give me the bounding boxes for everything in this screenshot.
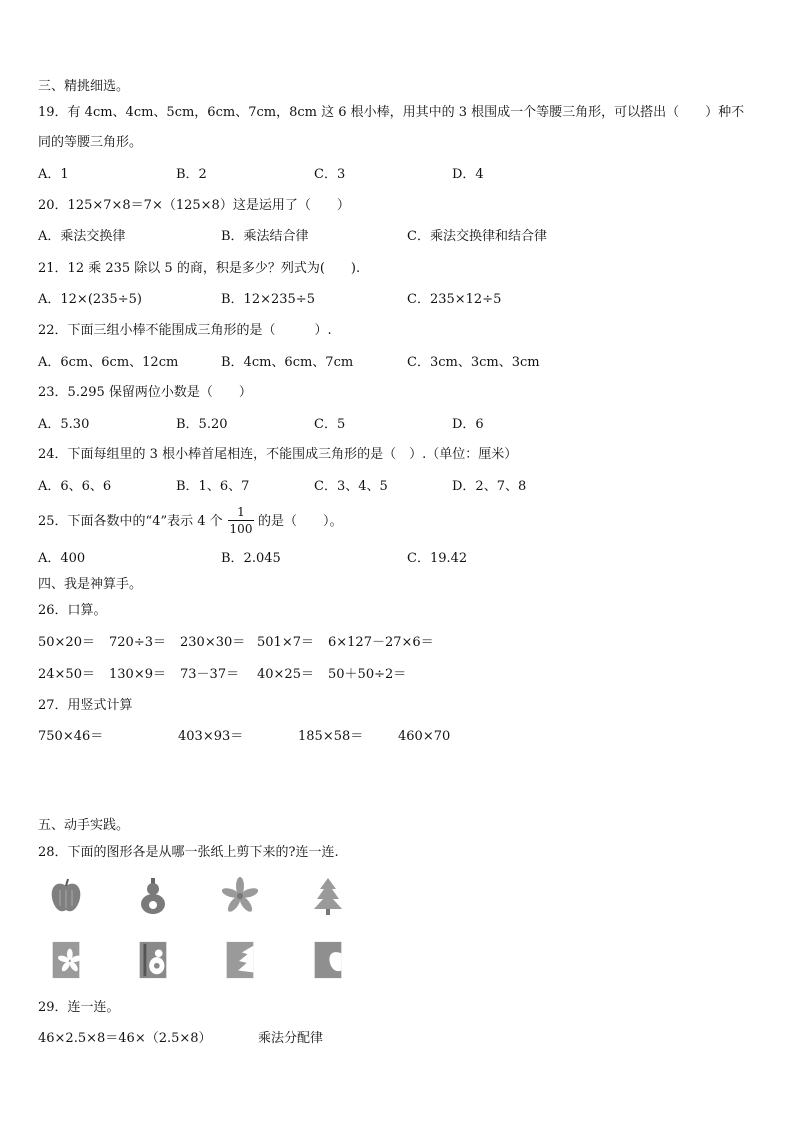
q22-option-a: A．6cm、6cm、12cm bbox=[38, 355, 179, 370]
q23-stem: 23．5.295 保留两位小数是（ ） bbox=[38, 385, 252, 400]
q26-title: 26．口算。 bbox=[38, 603, 107, 618]
q26-row2-item5: 50＋50÷2＝ bbox=[328, 667, 407, 682]
q21-option-b: B．12×235÷5 bbox=[221, 292, 315, 307]
flower-shape-icon bbox=[222, 876, 258, 916]
q27-title: 27．用竖式计算 bbox=[38, 698, 133, 713]
q26-row2-item4: 40×25＝ bbox=[257, 667, 314, 682]
q25-option-c: C．19.42 bbox=[407, 551, 468, 566]
q27-item3: 185×58＝ bbox=[298, 729, 364, 744]
paper-with-gourd-cutout-icon bbox=[135, 940, 171, 980]
q19-option-c: C．3 bbox=[314, 167, 346, 182]
section-5-heading: 五、动手实践。 bbox=[38, 818, 130, 833]
q23-option-a: A．5.30 bbox=[38, 417, 90, 432]
q19-stem-line2: 同的等腰三角形。 bbox=[38, 135, 143, 150]
q22-stem: 22．下面三组小棒不能围成三角形的是（ ）. bbox=[38, 323, 332, 338]
q25-stem-post: 的是（ ）。 bbox=[258, 514, 343, 529]
q29-title: 29．连一连。 bbox=[38, 1000, 120, 1015]
q20-option-a: A．乘法交换律 bbox=[38, 229, 126, 244]
section-3-heading: 三、精挑细选。 bbox=[38, 79, 130, 94]
q21-stem: 21．12 乘 235 除以 5 的商，积是多少？列式为( ). bbox=[38, 261, 361, 276]
q21-option-c: C．235×12÷5 bbox=[407, 292, 502, 307]
q26-row1-item2: 720÷3＝ bbox=[109, 635, 166, 650]
q19-option-a: A．1 bbox=[38, 167, 69, 182]
q27-item2: 403×93＝ bbox=[178, 729, 244, 744]
q19-option-d: D．4 bbox=[452, 167, 484, 182]
q27-item1: 750×46＝ bbox=[38, 729, 104, 744]
q22-option-b: B．4cm、6cm、7cm bbox=[221, 355, 354, 370]
q25-option-a: A．400 bbox=[38, 551, 86, 566]
q26-row2-item3: 73－37＝ bbox=[180, 667, 240, 682]
q24-option-d: D．2、7、8 bbox=[452, 479, 527, 494]
q26-row1-item3: 230×30＝ bbox=[180, 635, 246, 650]
paper-with-tree-cutout-icon bbox=[222, 940, 258, 980]
q19-stem-line1: 19．有 4cm、4cm、5cm，6cm、7cm，8cm 这 6 根小棒，用其中的 3 根围成一个等腰三角形，可以搭出（ ）种不 bbox=[38, 105, 745, 120]
q25-fraction bbox=[228, 505, 254, 536]
q19-option-b: B．2 bbox=[176, 167, 207, 182]
q27-item4: 460×70 bbox=[398, 729, 451, 744]
q20-option-b: B．乘法结合律 bbox=[221, 229, 309, 244]
q25-stem-pre: 25．下面各数中的“4”表示 4 个 bbox=[38, 514, 223, 529]
q26-row1-item1: 50×20＝ bbox=[38, 635, 95, 650]
q22-option-c: C．3cm、3cm、3cm bbox=[407, 355, 540, 370]
q28-title: 28．下面的图形各是从哪一张纸上剪下来的?连一连. bbox=[38, 845, 339, 860]
q24-option-b: B．1、6、7 bbox=[176, 479, 250, 494]
q26-row2-item1: 24×50＝ bbox=[38, 667, 95, 682]
q23-option-b: B．5.20 bbox=[176, 417, 228, 432]
q25-fraction-bar bbox=[228, 520, 254, 521]
apple-shape-icon bbox=[48, 876, 84, 916]
q21-option-a: A．12×(235÷5) bbox=[38, 292, 142, 307]
q25-fraction-numerator: 1 bbox=[237, 505, 245, 519]
section-4-heading: 四、我是神算手。 bbox=[38, 577, 143, 592]
q24-stem: 24．下面每组里的 3 根小棒首尾相连，不能围成三角形的是（ ）.（单位：厘米） bbox=[38, 447, 518, 462]
q29-right-law: 乘法分配律 bbox=[258, 1031, 324, 1046]
q26-row2-item2: 130×9＝ bbox=[109, 667, 166, 682]
q24-option-c: C．3、4、5 bbox=[314, 479, 388, 494]
q29-left-expression: 46×2.5×8＝46×（2.5×8） bbox=[38, 1031, 212, 1046]
paper-with-flower-cutout-icon bbox=[48, 940, 84, 980]
q20-option-c: C．乘法交换律和结合律 bbox=[407, 229, 547, 244]
tree-shape-icon bbox=[310, 876, 346, 916]
q26-row1-item4: 501×7＝ bbox=[257, 635, 314, 650]
q25-option-b: B．2.045 bbox=[221, 551, 281, 566]
q24-option-a: A．6、6、6 bbox=[38, 479, 112, 494]
paper-with-apple-cutout-icon bbox=[310, 940, 346, 980]
q26-row1-item5: 6×127－27×6＝ bbox=[328, 635, 434, 650]
gourd-shape-icon bbox=[135, 876, 171, 916]
q23-option-d: D．6 bbox=[452, 417, 484, 432]
q20-stem: 20．125×7×8＝7×（125×8）这是运用了（ ） bbox=[38, 198, 350, 213]
q25-fraction-denominator: 100 bbox=[229, 522, 253, 536]
q23-option-c: C．5 bbox=[314, 417, 346, 432]
